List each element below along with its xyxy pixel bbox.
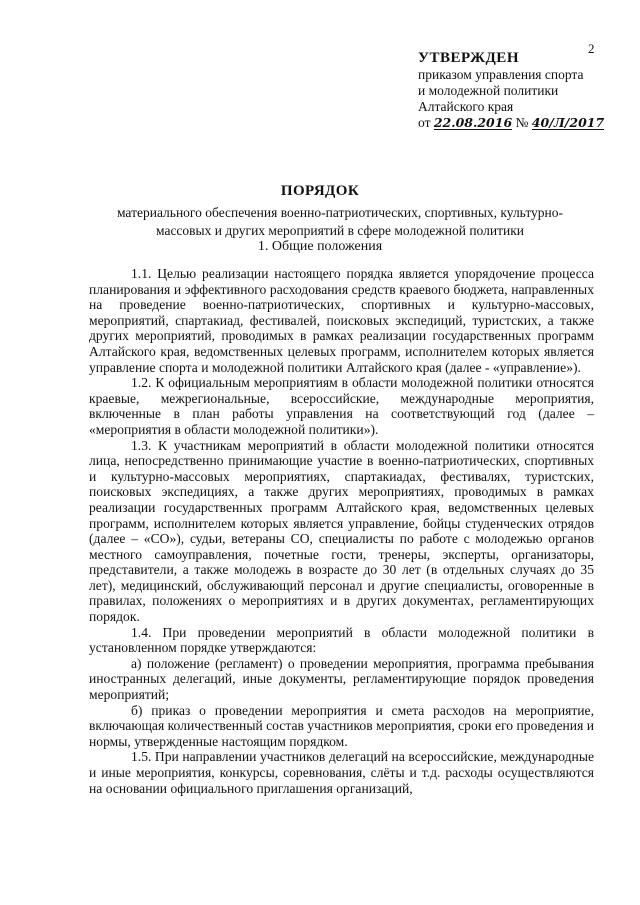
subtitle-line-2: массовых и других мероприятий в сфере молодежной политики (156, 223, 524, 238)
paragraph-1-3: 1.3. К участникам мероприятий в области молодежной политики относятся лица, непосредственно принимающие участие в военно-патриотических, спортивных и культурно-массовых мероприятиях, спартакиадах, фестивалях, туристских, поисковых экспедициях, а также других мероприятиях, проводимых в рамках реализации государственных программ Алтайского края, ведомственных целевых программ, исполнителем которых является управление, бойцы студенческих отрядов (далее – «СО»), судьи, ветераны СО, специалисты по работе с молодежью органов местного самоуправления, почетные гости, тренеры, эксперты, организаторы, представители, а также молодежь в возрасте до 30 лет (в отдельных случаях до 35 лет), медицинский, обслуживающий персонал и другие специалисты, оговоренные в правилах, положениях о мероприятиях и в других документах, регламентирующих порядок. (89, 437, 594, 625)
paragraph-1-4-a: а) положение (регламент) о проведении мероприятия, программа пребывания иностранных делегаций, иные документы, регламентирующие порядок проведения мероприятий; (89, 655, 594, 703)
document-subtitle (100, 204, 580, 240)
approval-line-3: Алтайского края (418, 99, 514, 114)
date-prefix: от (418, 115, 431, 130)
paragraph-1-2: 1.2. К официальным мероприятиям в области молодежной политики относятся краевые, межрегиональные, всероссийские, международные мероприятия, включенные в план работы управления на соответствующий год (далее – «мероприятия в области молодежной политики»). (89, 375, 594, 437)
approval-heading: УТВЕРЖДЕН (418, 50, 519, 66)
approval-stamp (418, 50, 618, 131)
paragraph-1-5: 1.5. При направлении участников делегаций на всероссийские, международные и иные мероприятия, конкурсы, соревнования, слёты и т.д. расходы осуществляются на основании официального приглашения организаций, (89, 749, 594, 796)
page-number: 2 (588, 41, 595, 56)
approval-line-1: приказом управления спорта (418, 67, 584, 82)
number-prefix: № (515, 115, 529, 130)
approval-date-line (418, 115, 618, 131)
paragraph-1-4-b: б) приказ о проведении мероприятия и смета расходов на мероприятие, включающая количественный состав участников мероприятия, сроки его проведения и нормы, утвержденные настоящим порядком. (89, 702, 594, 749)
paragraph-1-4: 1.4. При проведении мероприятий в области молодежной политики в установленном порядке утверждаются: (89, 624, 594, 656)
document-title: ПОРЯДОК (280, 183, 360, 199)
document-body (89, 266, 594, 796)
handwritten-number: 40/Л/2017 (531, 115, 605, 130)
handwritten-date: 22.08.2016 (433, 115, 513, 130)
paragraph-1-1: 1.1. Целью реализации настоящего порядка является упорядочение процесса планирования и эффективного расходования средств краевого бюджета, направленных на проведение военно-патриотических, спортивных и культурно-массовых, мероприятий, спартакиад, фестивалей, поисковых экспедиций, туристских, а также других мероприятий, проводимых в рамках реализации государственных программ Алтайского края, ведомственных целевых программ, исполнителем которых является управление спорта и молодежной политики Алтайского края (далее - «управление»). (89, 266, 594, 375)
subtitle-line-1: материального обеспечения военно-патриотических, спортивных, культурно- (116, 205, 564, 220)
approval-line-2: и молодежной политики (418, 83, 559, 98)
section-heading: 1. Общие положения (257, 239, 383, 254)
